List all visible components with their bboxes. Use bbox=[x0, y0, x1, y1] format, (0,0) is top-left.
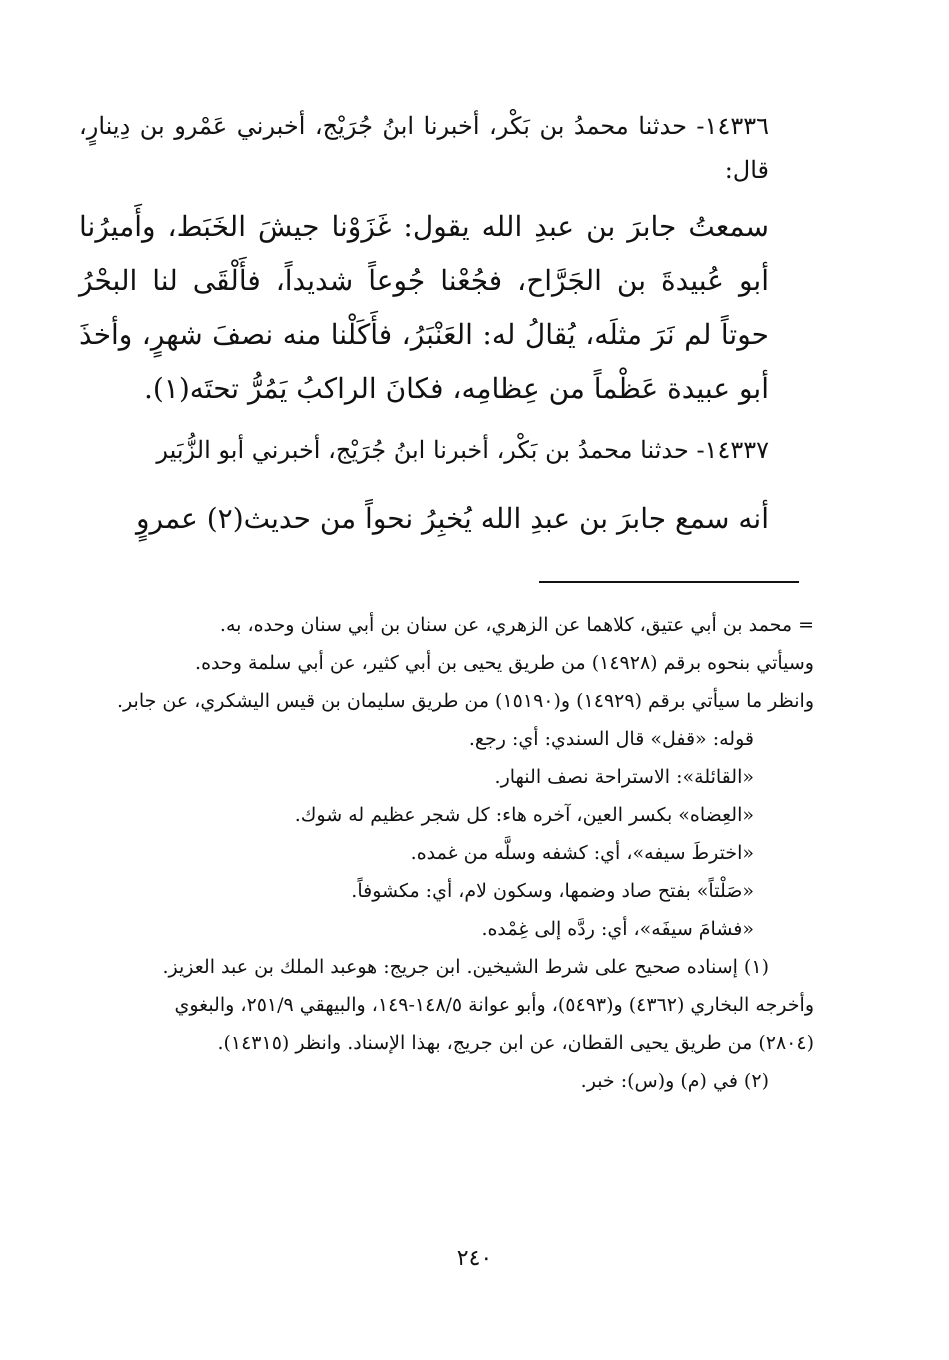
hadith-14337-matn: أنه سمع جابرَ بن عبدِ الله يُخبِرُ نحواً من حديث(٢) عمروٍ bbox=[135, 502, 769, 535]
page-number: ٢٤٠ bbox=[456, 1246, 493, 1271]
footnotes-section bbox=[114, 606, 814, 1100]
footnote-divider bbox=[539, 581, 799, 583]
footnote-1-continuation: وأخرجه البخاري (٤٣٦٢) و(٥٤٩٣)، وأبو عوانة ١٤٨/٥-١٤٩، والبيهقي ٢٥١/٩، والبغوي (٢٨٠٤) من طريق يحيى القطان، عن ابن جريج، بهذا الإسناد. وانظر (١٤٣١٥). bbox=[174, 994, 814, 1054]
hadith-14337-isnad: ١٤٣٣٧- حدثنا محمدُ بن بَكْر، أخبرنا ابنُ جُرَيْج، أخبرني أبو الزُّبَير bbox=[156, 436, 769, 464]
footnote-gloss: قوله: «قفل» قال السندي: أي: رجع. bbox=[468, 728, 754, 750]
hadith-14336-matn: سمعتُ جابرَ بن عبدِ الله يقول: غَزَوْنا جيشَ الخَبَط، وأَميرُنا أبو عُبيدةَ بن الجَرَّاح، فجُعْنا جُوعاً شديداً، فأَلْقَى لنا البحْرُ حوتاً لم نَرَ مثلَه، يُقالُ له: العَنْبَرُ، فأَكَلْنا منه نصفَ شهرٍ، وأخذَ أبو عبيدة عَظْماً من عِظامِه، فكانَ الراكبُ يَمُرُّ تحتَه(١). bbox=[79, 210, 769, 405]
footnote-continuation-line: = محمد بن أبي عتيق، كلاهما عن الزهري، عن سنان بن أبي سنان وحده، به. bbox=[219, 614, 814, 636]
footnote-continuation-line: وسيأتي بنحوه برقم (١٤٩٢٨) من طريق يحيى بن أبي كثير، عن أبي سلمة وحده. bbox=[195, 652, 814, 674]
footnote-continuation-line: وانظر ما سيأتي برقم (١٤٩٢٩) و(١٥١٩٠) من طريق سليمان بن قيس اليشكري، عن جابر. bbox=[117, 690, 814, 712]
footnote-gloss: «القائلة»: الاستراحة نصف النهار. bbox=[494, 766, 754, 788]
footnote-2: (٢) في (م) و(س): خبر. bbox=[580, 1070, 769, 1092]
footnote-gloss: «فشامَ سيفَه»، أي: ردَّه إلى غِمْده. bbox=[481, 918, 754, 940]
footnote-gloss: «اخترطَ سيفه»، أي: كشفه وسلَّه من غمده. bbox=[410, 842, 754, 864]
footnote-gloss: «صَلْتاً» بفتح صاد وضمها، وسكون لام، أي: مكشوفاً. bbox=[351, 880, 754, 902]
footnote-1: (١) إسناده صحيح على شرط الشيخين. ابن جريج: هوعبد الملك بن عبد العزيز. bbox=[162, 956, 769, 978]
footnote-gloss: «العِضاه» بكسر العين، آخره هاء: كل شجر عظيم له شوك. bbox=[294, 804, 754, 826]
hadith-14336-isnad: ١٤٣٣٦- حدثنا محمدُ بن بَكْر، أخبرنا ابنُ جُرَيْج، أخبرني عَمْرو بن دِينارٍ، قال: bbox=[79, 112, 769, 184]
